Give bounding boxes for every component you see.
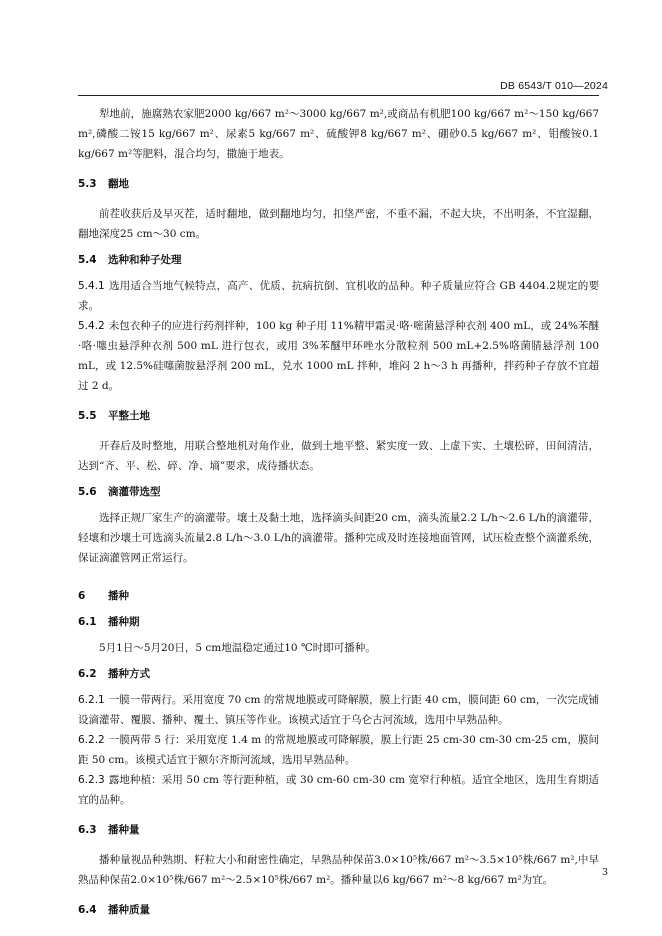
header-rule <box>78 95 599 96</box>
heading-5-6: 5.6 滴灌带选型 <box>78 486 161 498</box>
heading-5-4: 5.4 选种和种子处理 <box>78 254 182 266</box>
clause-5-4-1: 5.4.1 选用适合当地气候特点，高产、优质、抗病抗倒、宜机收的品种。种子质量应符合 GB 4404.2规定的要求。 <box>78 280 599 312</box>
heading-6-4: 6.4 播种质量 <box>78 904 150 916</box>
paragraph-seeding-rate: 播种量视品种熟期、籽粒大小和耐密性确定，早熟品种保苗3.0×10⁵株/667 m²～3.5×10⁵株/667 m²,中早熟品种保苗2.0×10⁵株/667 m²～2.5×10⁵株/667 m²。播种量以6 kg/667 m²～8 kg/667 m²为宜。 <box>78 854 599 886</box>
clause-6-2-3: 6.2.3 露地种植：采用 50 cm 等行距种植，或 30 cm-60 cm-30 cm 宽窄行种植。适宜全地区，选用生育期适宜的品种。 <box>78 774 599 806</box>
page-number: 3 <box>601 867 608 878</box>
clause-5-4-2: 5.4.2 未包衣种子的应进行药剂拌种，100 kg 种子用 11%精甲霜灵·咯·嘧菌悬浮种衣剂 400 mL，或 24%苯醚·咯·噻虫悬浮种衣剂 500 mL 进行包衣，或用 3%苯醚甲环唑水分散粒剂 500 mL+2.5%咯菌腈悬浮剂 100 mL，或 12.5%硅噻菌胺悬浮剂 200 mL，兑水 1000 mL 拌种，堆闷 2 h～3 h 再播种，拌药种子存放不宜超过 2 d。 <box>78 320 599 392</box>
paragraph-drip-tape: 选择正规厂家生产的滴灌带。壤土及黏土地，选择滴头间距20 cm，滴头流量2.2 L/h～2.6 L/h的滴灌带，轻壤和沙壤土可选滴头流量2.8 L/h～3.0 L/h的滴灌带。播种完成及时连接地面管网，试压检查整个滴灌系统，保证滴灌管网正常运行。 <box>78 512 599 564</box>
paragraph-plowing: 前茬收获后及早灭茬，适时翻地，做到翻地均匀，扣垡严密，不重不漏，不起大块，不出明条，不宜湿翻，翻地深度25 cm～30 cm。 <box>78 208 599 240</box>
heading-6-2: 6.2 播种方式 <box>78 668 150 680</box>
heading-5-3: 5.3 翻地 <box>78 178 129 190</box>
document-body <box>78 104 599 920</box>
clause-6-2-2: 6.2.2 一膜两带 5 行：采用宽度 1.4 m 的常规地膜或可降解膜，膜上行距 25 cm-30 cm-30 cm-25 cm，膜间距 50 cm。该模式适宜于额尔齐斯河流域，选用早熟品种。 <box>78 734 599 766</box>
heading-6-1: 6.1 播种期 <box>78 616 140 628</box>
heading-6-3: 6.3 播种量 <box>78 824 140 836</box>
paragraph-leveling: 开春后及时整地，用联合整地机对角作业，做到土地平整、紧实度一致、上虚下实、土壤松碎，田间清洁，达到“齐、平、松、碎、净、墒”要求，成待播状态。 <box>78 440 599 472</box>
clause-6-2-1: 6.2.1 一膜一带两行。采用宽度 70 cm 的常规地膜或可降解膜，膜上行距 40 cm，膜间距 60 cm，一次完成铺设滴灌带、覆膜、播种、覆土、镇压等作业。该模式适宜于乌仑古河流域，选用中早熟品种。 <box>78 694 599 726</box>
paragraph-fertilizer: 犁地前，施腐熟农家肥2000 kg/667 m²～3000 kg/667 m²,或商品有机肥100 kg/667 m²～150 kg/667 m²,磷酸二铵15 kg/667 m²、尿素5 kg/667 m²、硫酸钾8 kg/667 m²、硼砂0.5 kg/667 m²、钼酸铵0.1 kg/667 m²等肥料，混合均匀，撒施于地表。 <box>78 108 599 160</box>
paragraph-sowing-period: 5月1日～5月20日，5 cm地温稳定通过10 ℃时即可播种。 <box>99 642 376 654</box>
heading-5-5: 5.5 平整土地 <box>78 410 150 422</box>
heading-6: 6 播种 <box>78 590 129 602</box>
standard-code: DB 6543/T 010—2024 <box>500 80 608 92</box>
